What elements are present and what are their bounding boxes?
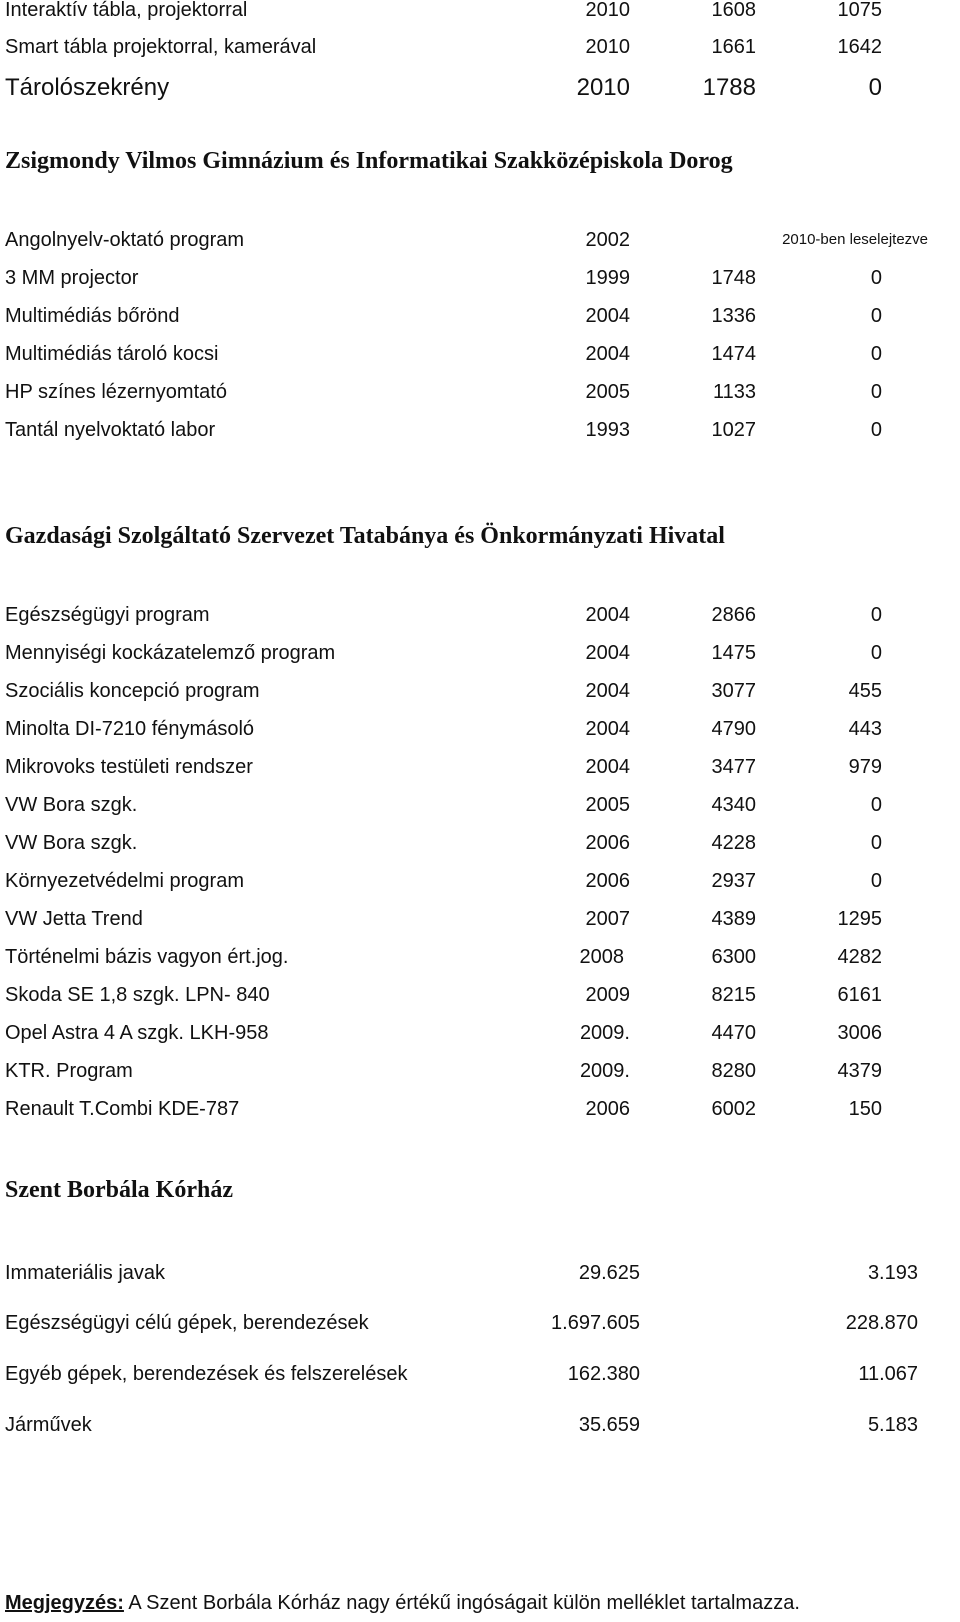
item-value: 2937 bbox=[711, 870, 756, 892]
table-row bbox=[0, 1258, 960, 1288]
item-net: 0 bbox=[870, 794, 882, 816]
item-year: 2004 bbox=[585, 305, 630, 327]
item-label: 3 MM projector bbox=[5, 267, 139, 289]
item-label: Renault T.Combi KDE-787 bbox=[5, 1098, 240, 1120]
section-heading: Zsigmondy Vilmos Gimnázium és Informatikai Szakközépiskola Dorog bbox=[5, 148, 733, 174]
item-net: 4379 bbox=[837, 1060, 882, 1082]
table-row bbox=[0, 1308, 960, 1338]
item-value: 1336 bbox=[711, 305, 756, 327]
item-gross: 29.625 bbox=[578, 1262, 640, 1284]
item-value: 2866 bbox=[711, 604, 756, 626]
item-label: Tantál nyelvoktató labor bbox=[5, 419, 216, 441]
item-net: 4282 bbox=[837, 946, 882, 968]
item-value: 1661 bbox=[711, 36, 756, 58]
table-row bbox=[0, 828, 960, 858]
table-row bbox=[0, 70, 960, 106]
item-value: 3477 bbox=[711, 756, 756, 778]
item-label: Szociális koncepció program bbox=[5, 680, 260, 702]
item-year: 1999 bbox=[585, 267, 630, 289]
item-net: 0 bbox=[870, 343, 882, 365]
item-year: 2004 bbox=[585, 756, 630, 778]
footnote-text: A Szent Borbála Kórház nagy értékű ingóságait külön melléklet tartalmazza. bbox=[123, 1592, 800, 1614]
item-net: 0 bbox=[870, 642, 882, 664]
item-net: 3006 bbox=[837, 1022, 882, 1044]
item-net: 0 bbox=[870, 381, 882, 403]
item-value: 1474 bbox=[711, 343, 756, 365]
table-row bbox=[0, 32, 960, 62]
item-year: 2006 bbox=[585, 870, 630, 892]
item-label: VW Bora szgk. bbox=[5, 832, 138, 854]
item-label: Történelmi bázis vagyon ért.jog. bbox=[5, 946, 289, 968]
item-year: 2004 bbox=[585, 718, 630, 740]
item-label: VW Bora szgk. bbox=[5, 794, 138, 816]
item-year: 2009 bbox=[585, 984, 630, 1006]
table-row bbox=[0, 0, 960, 25]
item-gross: 1.697.605 bbox=[551, 1312, 640, 1334]
item-net: 0 bbox=[870, 870, 882, 892]
item-gross: 162.380 bbox=[567, 1363, 640, 1385]
item-year: 2004 bbox=[585, 680, 630, 702]
item-year: 2004 bbox=[585, 343, 630, 365]
item-net: 979 bbox=[848, 756, 882, 778]
item-value: 6300 bbox=[711, 946, 756, 968]
item-label: HP színes lézernyomtató bbox=[5, 381, 227, 403]
item-value: 1788 bbox=[702, 74, 756, 101]
table-row bbox=[0, 942, 960, 972]
item-net: 5.183 bbox=[867, 1414, 918, 1436]
item-net: 0 bbox=[870, 267, 882, 289]
table-row bbox=[0, 790, 960, 820]
item-net: 0 bbox=[868, 74, 882, 101]
item-label: KTR. Program bbox=[5, 1060, 133, 1082]
item-value: 1475 bbox=[711, 642, 756, 664]
item-value: 4389 bbox=[711, 908, 756, 930]
item-net: 6161 bbox=[837, 984, 882, 1006]
item-net: 3.193 bbox=[867, 1262, 918, 1284]
item-year: 2006 bbox=[585, 1098, 630, 1120]
table-row bbox=[0, 301, 960, 331]
item-label: Járművek bbox=[5, 1414, 92, 1436]
item-net: 11.067 bbox=[858, 1363, 918, 1385]
item-year: 2007 bbox=[585, 908, 630, 930]
item-value: 4228 bbox=[711, 832, 756, 854]
footnote-label: Megjegyzés: bbox=[5, 1592, 124, 1614]
item-value: 8280 bbox=[711, 1060, 756, 1082]
item-year: 2005 bbox=[585, 794, 630, 816]
section-heading: Szent Borbála Kórház bbox=[5, 1177, 233, 1203]
item-year: 2009. bbox=[579, 1060, 630, 1082]
item-net: 0 bbox=[870, 832, 882, 854]
item-value: 4340 bbox=[711, 794, 756, 816]
item-net: 1642 bbox=[837, 36, 882, 58]
item-label: VW Jetta Trend bbox=[5, 908, 143, 930]
item-note: 2010-ben leselejtezve bbox=[782, 231, 928, 248]
item-gross: 35.659 bbox=[578, 1414, 640, 1436]
table-row bbox=[0, 1410, 960, 1440]
table-row bbox=[0, 377, 960, 407]
item-value: 3077 bbox=[711, 680, 756, 702]
section-heading: Gazdasági Szolgáltató Szervezet Tatabánya és Önkormányzati Hivatal bbox=[5, 523, 725, 549]
item-value: 8215 bbox=[711, 984, 756, 1006]
item-label: Multimédiás bőrönd bbox=[5, 305, 180, 327]
item-label: Angolnyelv-oktató program bbox=[5, 229, 245, 251]
item-label: Egészségügyi célú gépek, berendezések bbox=[5, 1312, 369, 1334]
item-value: 6002 bbox=[711, 1098, 756, 1120]
table-row bbox=[0, 225, 960, 255]
table-row bbox=[0, 676, 960, 706]
table-row bbox=[0, 1056, 960, 1086]
item-year: 2010 bbox=[576, 74, 630, 101]
item-year: 2005 bbox=[585, 381, 630, 403]
table-row bbox=[0, 904, 960, 934]
item-net: 150 bbox=[848, 1098, 882, 1120]
table-row bbox=[0, 600, 960, 630]
item-label: Egyéb gépek, berendezések és felszerelések bbox=[5, 1363, 408, 1385]
table-row bbox=[0, 638, 960, 668]
table-row bbox=[0, 1359, 960, 1389]
item-year: 2006 bbox=[585, 832, 630, 854]
item-label: Smart tábla projektorral, kamerával bbox=[5, 36, 317, 58]
item-net: 1295 bbox=[837, 908, 882, 930]
item-net: 455 bbox=[848, 680, 882, 702]
item-net: 228.870 bbox=[845, 1312, 918, 1334]
table-row bbox=[0, 866, 960, 896]
item-year: 2009. bbox=[579, 1022, 630, 1044]
item-value: 4790 bbox=[711, 718, 756, 740]
item-value: 1027 bbox=[711, 419, 756, 441]
item-year: 2010 bbox=[585, 0, 630, 21]
item-label: Környezetvédelmi program bbox=[5, 870, 244, 892]
item-net: 1075 bbox=[837, 0, 882, 21]
item-label: Mikrovoks testületi rendszer bbox=[5, 756, 253, 778]
table-row bbox=[0, 1094, 960, 1124]
item-value: 1608 bbox=[711, 0, 756, 21]
item-label: Opel Astra 4 A szgk. LKH-958 bbox=[5, 1022, 269, 1044]
item-label: Tárolószekrény bbox=[5, 74, 170, 101]
table-row bbox=[0, 415, 960, 445]
item-label: Skoda SE 1,8 szgk. LPN- 840 bbox=[5, 984, 270, 1006]
item-year: 2002 bbox=[585, 229, 630, 251]
item-year: 1993 bbox=[585, 419, 630, 441]
item-net: 0 bbox=[870, 419, 882, 441]
item-value: 1748 bbox=[711, 267, 756, 289]
item-label: Minolta DI-7210 fénymásoló bbox=[5, 718, 255, 740]
item-label: Interaktív tábla, projektorral bbox=[5, 0, 248, 21]
item-label: Immateriális javak bbox=[5, 1262, 166, 1284]
table-row bbox=[0, 263, 960, 293]
table-row bbox=[0, 1018, 960, 1048]
item-year: 2004 bbox=[585, 642, 630, 664]
table-row bbox=[0, 752, 960, 782]
item-label: Multimédiás tároló kocsi bbox=[5, 343, 219, 365]
item-year: 2004 bbox=[585, 604, 630, 626]
item-net: 0 bbox=[870, 604, 882, 626]
item-year: 2010 bbox=[585, 36, 630, 58]
item-label: Mennyiségi kockázatelemző program bbox=[5, 642, 336, 664]
item-value: 1133 bbox=[712, 381, 756, 403]
table-row bbox=[0, 714, 960, 744]
item-label: Egészségügyi program bbox=[5, 604, 210, 626]
item-net: 0 bbox=[870, 305, 882, 327]
footnote bbox=[5, 1589, 800, 1617]
table-row bbox=[0, 339, 960, 369]
table-row bbox=[0, 980, 960, 1010]
item-net: 443 bbox=[848, 718, 882, 740]
item-value: 4470 bbox=[711, 1022, 756, 1044]
item-year: 2008 bbox=[579, 946, 624, 968]
